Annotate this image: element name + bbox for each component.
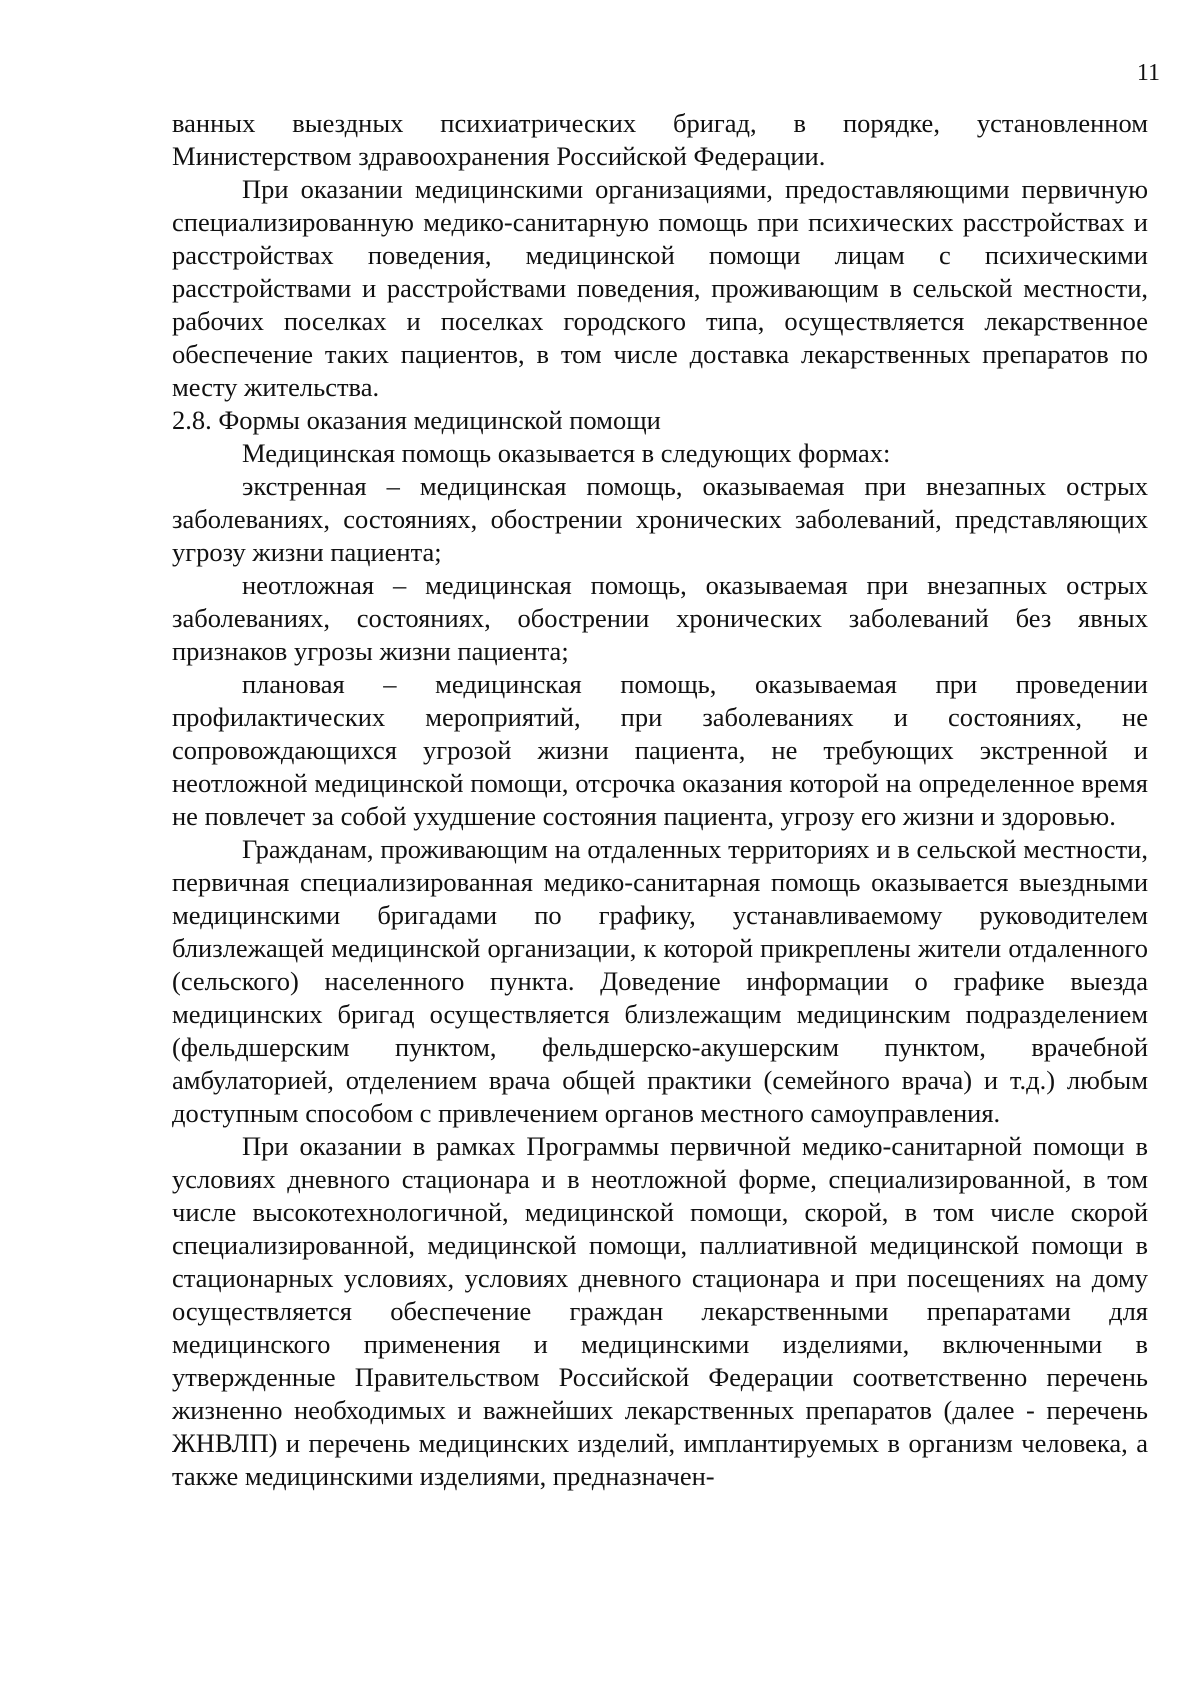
paragraph-drug-supply-psychiatric: При оказании медицинскими организациями, предоставляющими первичную специализированную медико-санитарную помощь при психических расстройствах и расстройствах поведения, медицинской помощи лицам с психическими расстройствами и расстройствами поведения, проживающим в сельской местности, рабочих поселках и поселках городского типа, осуществляется лекарственное обеспечение таких пациентов, в том числе доставка лекарственных препаратов по месту жительства. <box>172 174 1148 402</box>
paragraph-forms-intro: Медицинская помощь оказывается в следующих формах: <box>242 438 891 468</box>
paragraph-remote-territories: Гражданам, проживающим на отдаленных территориях и в сельской местности, первичная специализированная медико-санитарная помощь оказывается выездными медицинскими бригадами по графику, устанавливаемому руководителем близлежащей медицинской организации, к которой прикреплены жители отдаленного (сельского) населенного пункта. Доведение информации о графике выезда медицинских бригад осуществляется близлежащим медицинским подразделением (фельдшерским пунктом, фельдшерско-акушерским пунктом, врачебной амбулаторией, отделением врача общей практики (семейного врача) и т.д.) любым доступным способом с привлечением органов местного самоуправления. <box>172 834 1148 1128</box>
paragraph-drug-provision: При оказании в рамках Программы первичной медико-санитарной помощи в условиях дневного стационара и в неотложной форме, специализированной, в том числе высокотехнологичной, медицинской помощи, скорой, в том числе скорой специализированной, медицинской помощи, паллиативной медицинской помощи в стационарных условиях, условиях дневного стационара и при посещениях на дому осуществляется обеспечение граждан лекарственными препаратами для медицинского применения и медицинскими изделиями, включенными в утвержденные Правительством Российской Федерации соответственно перечень жизненно необходимых и важнейших лекарственных препаратов (далее - перечень ЖНВЛП) и перечень медицинских изделий, имплантируемых в организм человека, а также медицинскими изделиями, предназначен- <box>172 1131 1148 1491</box>
page-number: 11 <box>1136 60 1160 86</box>
section-heading: 2.8. Формы оказания медицинской помощи <box>172 405 661 435</box>
paragraph-urgent-form: неотложная – медицинская помощь, оказываемая при внезапных острых заболеваниях, состояниях, обострении хронических заболеваний без явных признаков угрозы жизни пациента; <box>172 570 1148 666</box>
paragraph-planned-form: плановая – медицинская помощь, оказываемая при проведении профилактических мероприятий, при заболеваниях и состояниях, не сопровождающихся угрозой жизни пациента, не требующих экстренной и неотложной медицинской помощи, отсрочка оказания которой на определенное время не повлечет за собой ухудшение состояния пациента, угрозу его жизни и здоровью. <box>172 669 1148 831</box>
paragraph-continuation: ванных выездных психиатрических бригад, в порядке, установленном Министерством здравоохранения Российской Федерации. <box>172 108 1148 171</box>
document-body <box>172 107 1148 1493</box>
paragraph-emergency-form: экстренная – медицинская помощь, оказываемая при внезапных острых заболеваниях, состояниях, обострении хронических заболеваний, представляющих угрозу жизни пациента; <box>172 471 1148 567</box>
